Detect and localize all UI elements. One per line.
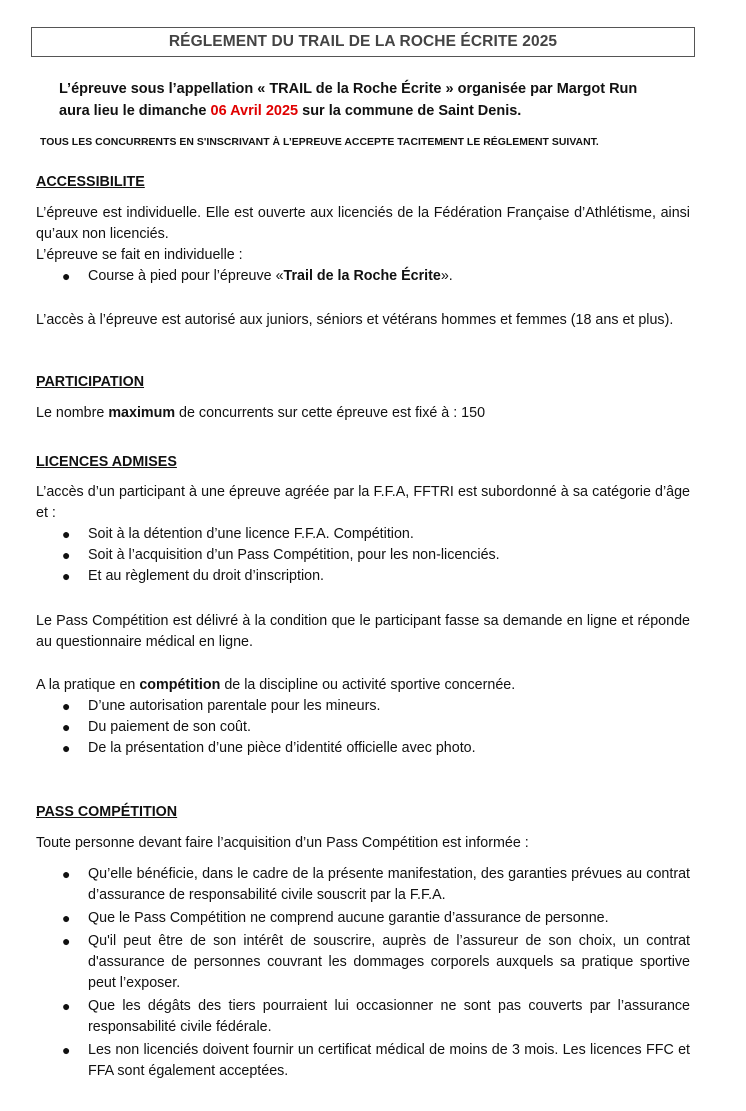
bullet-icon: ● [62, 547, 71, 563]
licences-para-2: Le Pass Compétition est délivré à la condition que le participant fasse sa demande en ligne et réponde au questionnaire médical en ligne. [36, 613, 690, 650]
list-item [62, 566, 690, 587]
list-item-text: Que le Pass Compétition ne comprend aucune garantie d’assurance de personne. [88, 910, 609, 926]
list-item-text: Du paiement de son coût. [88, 719, 251, 735]
event-date: 06 Avril 2025 [210, 103, 299, 119]
acceptance-notice: TOUS LES CONCURRENTS EN S'INSCRIVANT À L’EPREUVE ACCEPTE TACITEMENT LE RÉGLEMENT SUIVANT. [40, 137, 599, 148]
accessibilite-para-2: L’épreuve se fait en individuelle : [36, 247, 243, 263]
accessibilite-para-3: L’accès à l’épreuve est autorisé aux juniors, séniors et vétérans hommes et femmes (18 ans et plus). [36, 312, 674, 328]
list-item-text: Les non licenciés doivent fournir un certificat médical de moins de 3 mois. Les licences FFC et FFA sont également acceptées. [88, 1042, 690, 1079]
heading-pass-competition: PASS COMPÉTITION [36, 804, 178, 820]
bullet-icon: ● [62, 719, 71, 735]
list-item-text: D’une autorisation parentale pour les mineurs. [88, 698, 381, 714]
intro-line-1: L’épreuve sous l’appellation « TRAIL de la Roche Écrite » organisée par Margot Run [59, 81, 638, 97]
list-item [62, 524, 690, 545]
list-item [62, 717, 690, 738]
bullet-icon: ● [62, 933, 71, 949]
list-item [62, 266, 690, 287]
licences-list [62, 524, 690, 587]
bullet-icon: ● [62, 1042, 71, 1058]
document-title: RÉGLEMENT DU TRAIL DE LA ROCHE ÉCRITE 2025 [168, 33, 558, 50]
list-item [62, 738, 690, 759]
list-item [62, 931, 690, 994]
list-item [62, 696, 690, 717]
list-item [62, 996, 690, 1038]
licences-para-3-bold: compétition [139, 677, 221, 693]
participation-text [36, 403, 690, 424]
list-item [62, 864, 690, 906]
bullet-icon: ● [62, 568, 71, 584]
list-item-text: Qu’elle bénéficie, dans le cadre de la présente manifestation, des garanties prévues au contrat d’assurance de responsabilité civile souscrit par la F.F.A. [88, 866, 690, 903]
pass-list [62, 864, 690, 1082]
participation-text-bold: maximum [108, 405, 176, 421]
pass-intro: Toute personne devant faire l’acquisition d’un Pass Compétition est informée : [36, 835, 529, 851]
bullet-text-pre: Course à pied pour l’épreuve « [88, 268, 284, 284]
intro-line-2-post: sur la commune de Saint Denis. [298, 103, 522, 119]
heading-accessibilite: ACCESSIBILITE [36, 174, 145, 190]
intro-line-2-pre: aura lieu le dimanche [59, 103, 211, 119]
title-box [31, 27, 695, 57]
bullet-icon: ● [62, 866, 71, 882]
list-item-text: Soit à l’acquisition d’un Pass Compétition, pour les non-licenciés. [88, 547, 500, 563]
licences-list-2 [62, 696, 690, 759]
licences-para-3-post: de la discipline ou activité sportive concernée. [220, 677, 516, 693]
list-item-text: Soit à la détention d’une licence F.F.A. Compétition. [88, 526, 414, 542]
bullet-icon: ● [62, 526, 71, 542]
list-item-text: Qu'il peut être de son intérêt de souscrire, auprès de l’assureur de son choix, un contrat d'assurance de personnes couvrant les dommages corporels auxquels sa pratique sportive peut l’exposer. [88, 933, 690, 991]
licences-para-1: L’accès d’un participant à une épreuve agréée par la F.F.A, FFTRI est subordonné à sa catégorie d’âge et : [36, 484, 690, 521]
list-item-text: De la présentation d’une pièce d’identité officielle avec photo. [88, 740, 476, 756]
bullet-icon: ● [62, 998, 71, 1014]
list-item [62, 545, 690, 566]
list-item-text: Et au règlement du droit d’inscription. [88, 568, 325, 584]
accessibilite-list [62, 266, 690, 287]
list-item-text: Que les dégâts des tiers pourraient lui occasionner ne sont pas couverts par l’assurance responsabilité civile fédérale. [88, 998, 690, 1035]
accessibilite-para-1: L’épreuve est individuelle. Elle est ouverte aux licenciés de la Fédération Française d’Athlétisme, ainsi qu’aux non licenciés. [36, 205, 690, 242]
intro-line-2 [59, 100, 699, 122]
bullet-icon: ● [62, 698, 71, 714]
licences-para-3-pre: A la pratique en [36, 677, 140, 693]
participation-text-post: de concurrents sur cette épreuve est fixé à : 150 [175, 405, 486, 421]
heading-licences: LICENCES ADMISES [36, 454, 177, 470]
heading-participation: PARTICIPATION [36, 374, 145, 390]
bullet-icon: ● [62, 740, 71, 756]
participation-text-pre: Le nombre [36, 405, 109, 421]
bullet-text-bold: Trail de la Roche Écrite [283, 268, 441, 284]
bullet-icon: ● [62, 910, 71, 926]
licences-para-3 [36, 675, 690, 696]
bullet-icon: ● [62, 268, 71, 284]
intro-paragraph [59, 78, 699, 122]
list-item [62, 1040, 690, 1082]
bullet-text-post: ». [440, 268, 453, 284]
list-item [62, 908, 690, 929]
